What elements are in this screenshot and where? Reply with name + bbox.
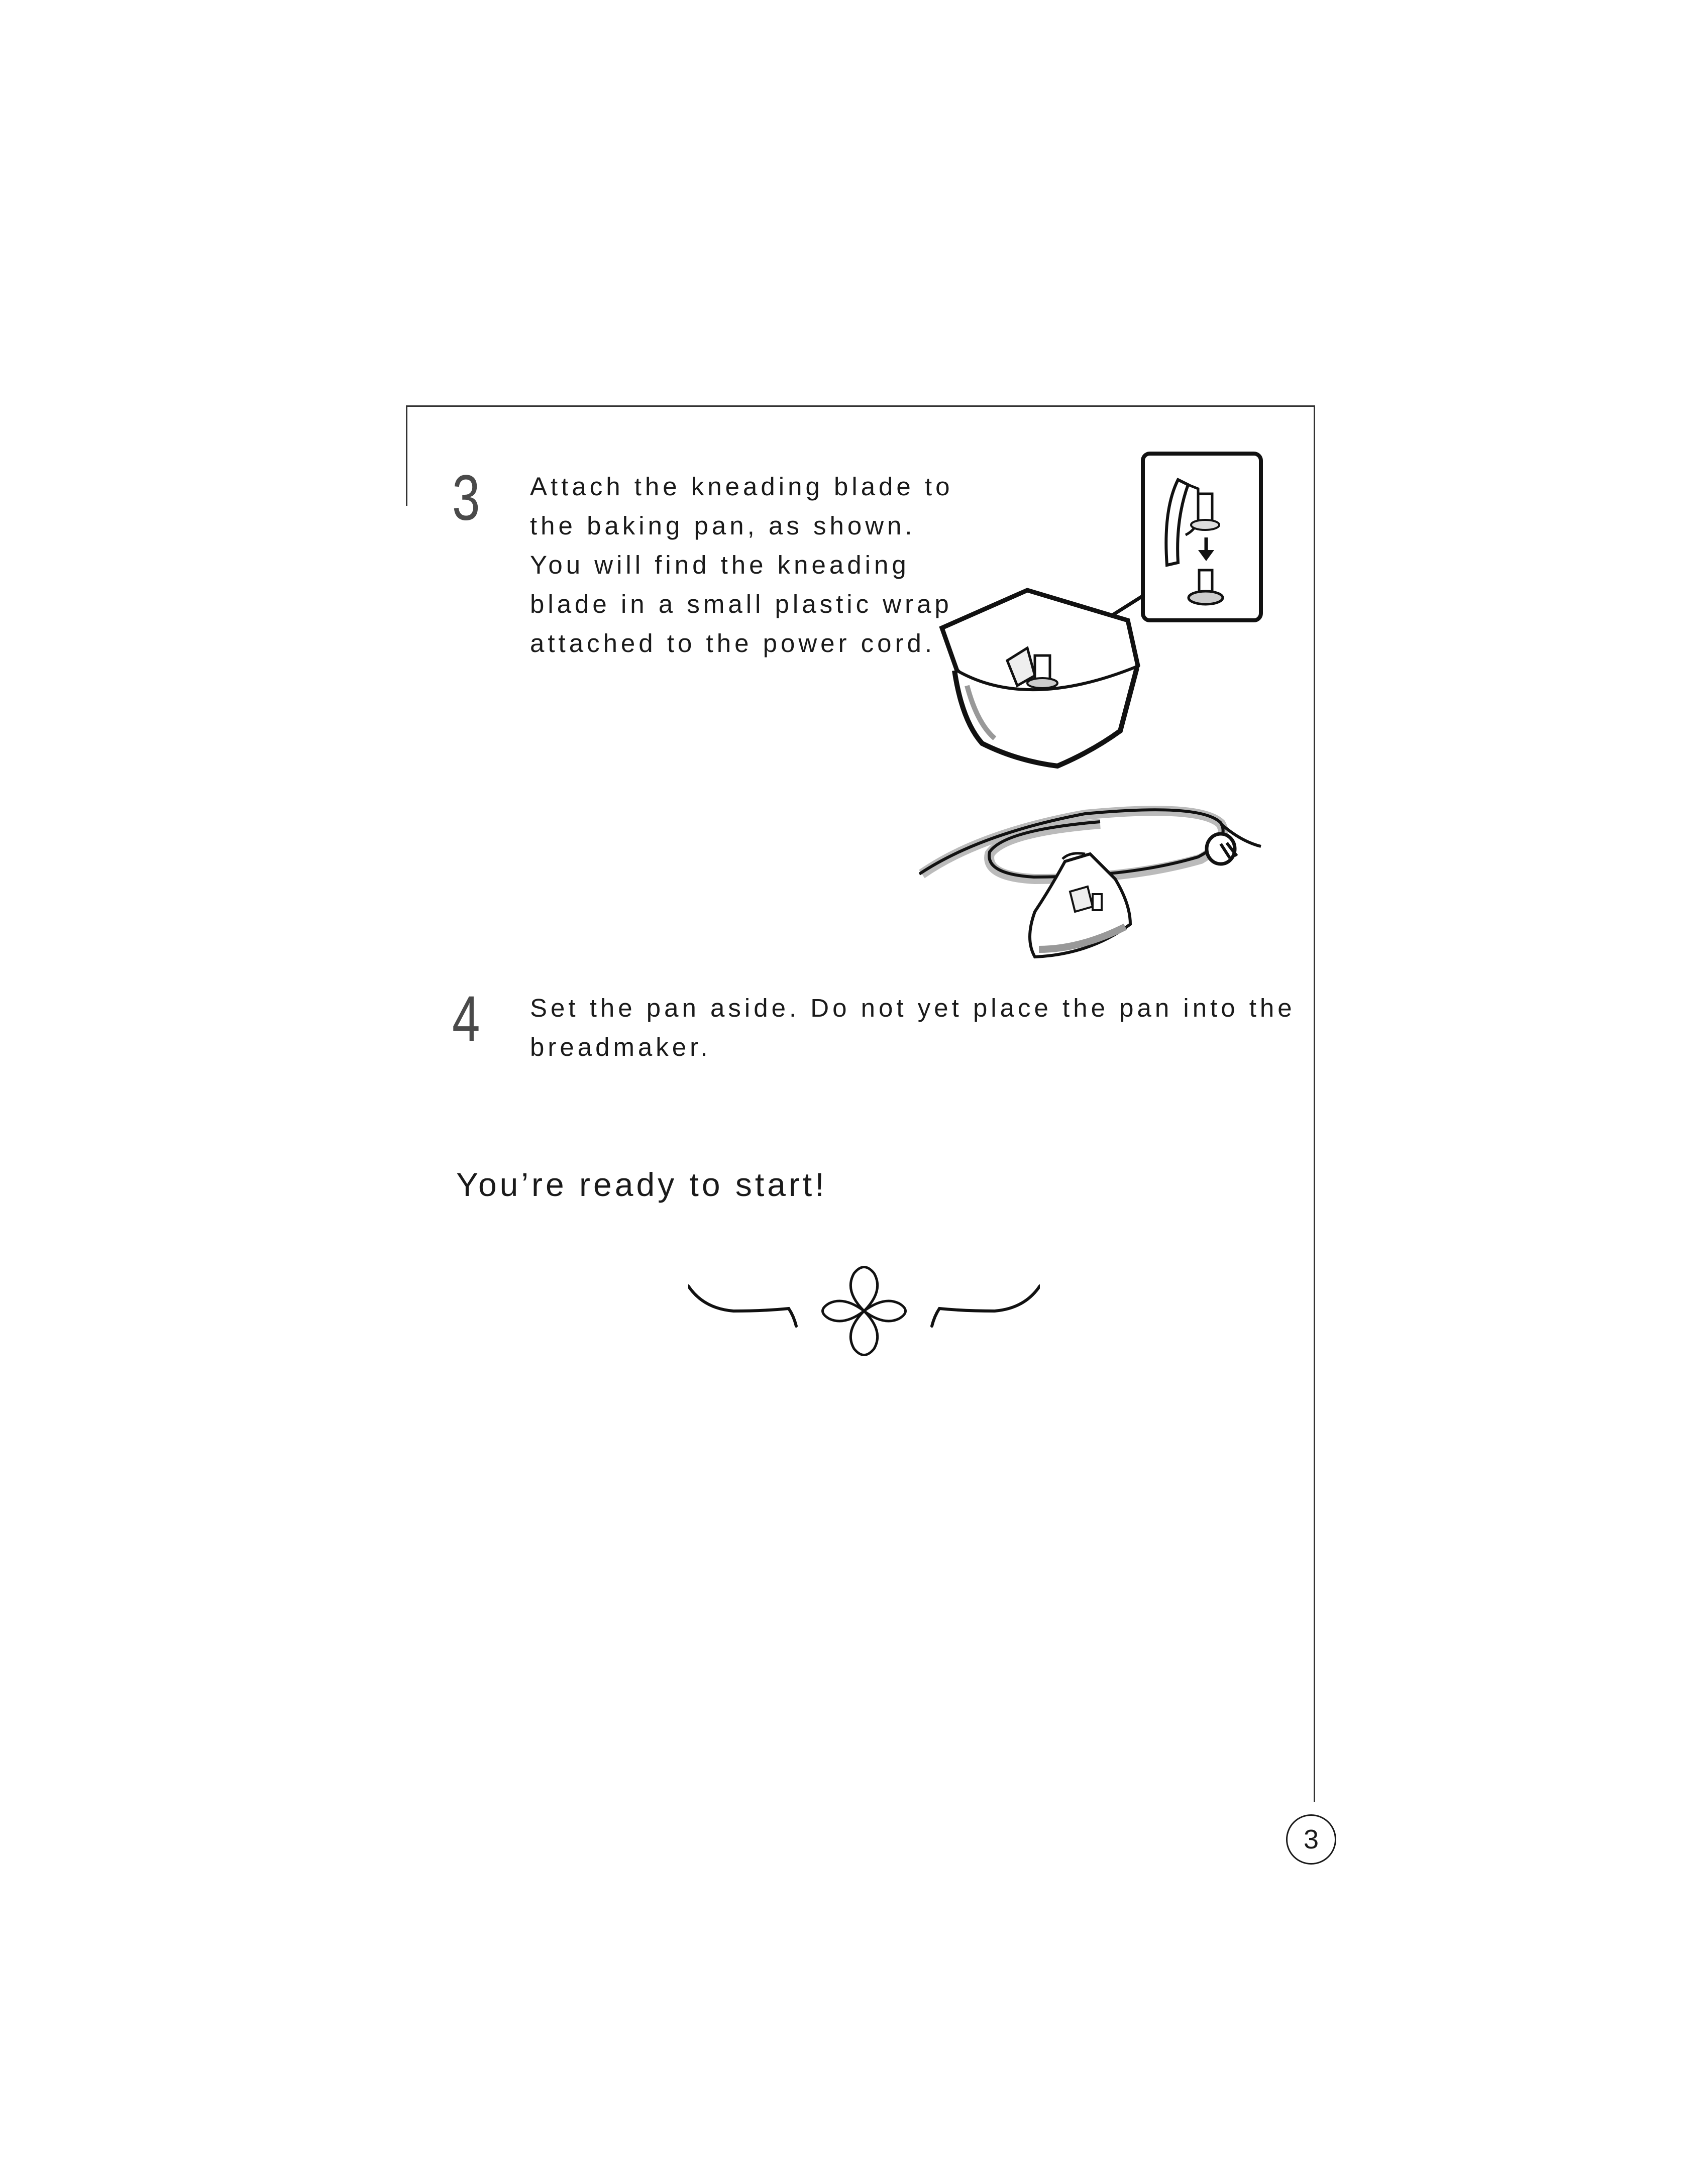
page-frame-left bbox=[406, 405, 407, 506]
page-frame-top bbox=[406, 405, 1315, 407]
step-3-line: attached to the power cord. bbox=[530, 629, 936, 658]
page-frame-right bbox=[1314, 405, 1315, 1802]
page-number-badge bbox=[1286, 1814, 1336, 1865]
baking-pan-illustration bbox=[927, 450, 1268, 781]
step-3-line: the baking pan, as shown. bbox=[530, 511, 916, 540]
step-4-line: Set the pan aside. Do not yet place the pan into the bbox=[530, 994, 1296, 1022]
ready-heading: You’re ready to start! bbox=[456, 1166, 827, 1203]
page-number: 3 bbox=[1303, 1824, 1319, 1855]
flourish-ornament bbox=[688, 1261, 1040, 1371]
step-3-line: Attach the kneading blade to bbox=[530, 472, 953, 501]
step-3-line: blade in a small plastic wrap bbox=[530, 590, 952, 618]
step-4-line: breadmaker. bbox=[530, 1033, 711, 1061]
step-number-4: 4 bbox=[452, 983, 480, 1055]
step-4-text bbox=[530, 989, 1296, 1067]
step-3-text bbox=[530, 467, 953, 663]
power-cord-illustration bbox=[919, 804, 1271, 969]
step-3-line: You will find the kneading bbox=[530, 551, 910, 579]
step-number-3: 3 bbox=[452, 462, 480, 534]
